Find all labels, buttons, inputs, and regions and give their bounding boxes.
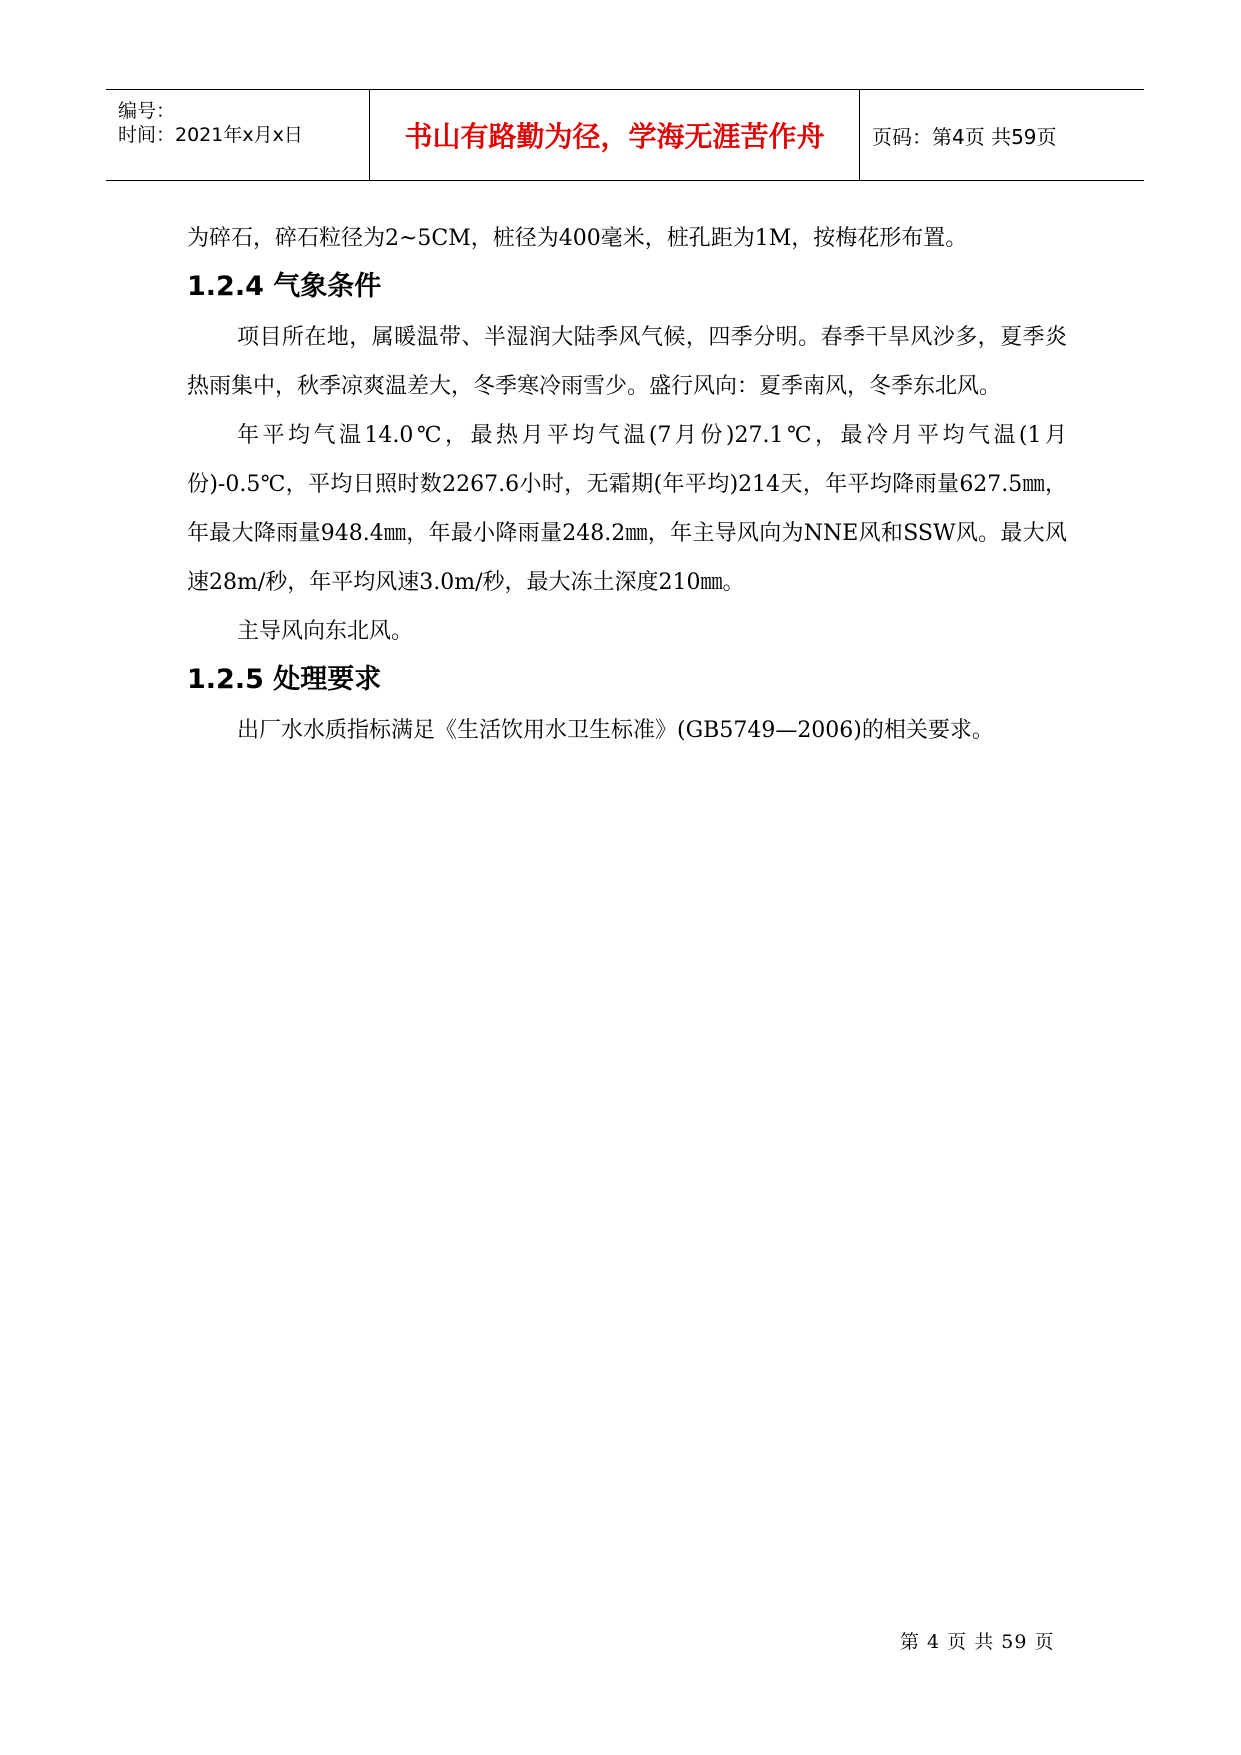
header-table bbox=[106, 89, 1144, 181]
motto-text: 书山有路勤为径，学海无涯苦作舟 bbox=[404, 120, 825, 153]
paragraph-climate-stats: 年平均气温14.0℃，最热月平均气温(7月份)27.1℃，最冷月平均气温(1月份)-0.5℃，平均日照时数2267.6小时，无霜期(年平均)214天，年平均降雨量627.5㎜，年最大降雨量948.4㎜，年最小降雨量248.2㎜，年主导风向为NNE风和SSW风。最大风速28m/秒，年平均风速3.0m/秒，最大冻土深度210㎜。 bbox=[187, 423, 1067, 595]
doc-number-label: 编号： bbox=[118, 100, 176, 122]
paragraph-climate-overview: 项目所在地，属暖温带、半湿润大陆季风气候，四季分明。春季干旱风沙多，夏季炎热雨集中，秋季凉爽温差大，冬季寒冷雨雪少。盛行风向：夏季南风，冬季东北风。 bbox=[187, 325, 1067, 399]
section-heading-124: 1.2.4 气象条件 bbox=[187, 271, 382, 302]
document-body bbox=[187, 214, 1067, 755]
paragraph-treatment-requirement: 出厂水水质指标满足《生活饮用水卫生标准》(GB5749—2006)的相关要求。 bbox=[237, 718, 994, 743]
header-motto-cell bbox=[370, 90, 860, 180]
section-heading-125: 1.2.5 处理要求 bbox=[187, 664, 382, 695]
date-line: 时间：2021年x月x日 bbox=[118, 124, 303, 146]
page-footer: 第 4 页 共 59 页 bbox=[900, 1631, 1055, 1653]
header-page-info: 页码：第4页 共59页 bbox=[872, 124, 1057, 149]
header-page-cell bbox=[860, 90, 1144, 180]
continuation-paragraph: 为碎石，碎石粒径为2~5CM，桩径为400毫米，桩孔距为1M，按梅花形布置。 bbox=[187, 226, 968, 251]
header-meta-cell bbox=[106, 90, 370, 180]
paragraph-wind-direction: 主导风向东北风。 bbox=[237, 619, 414, 644]
